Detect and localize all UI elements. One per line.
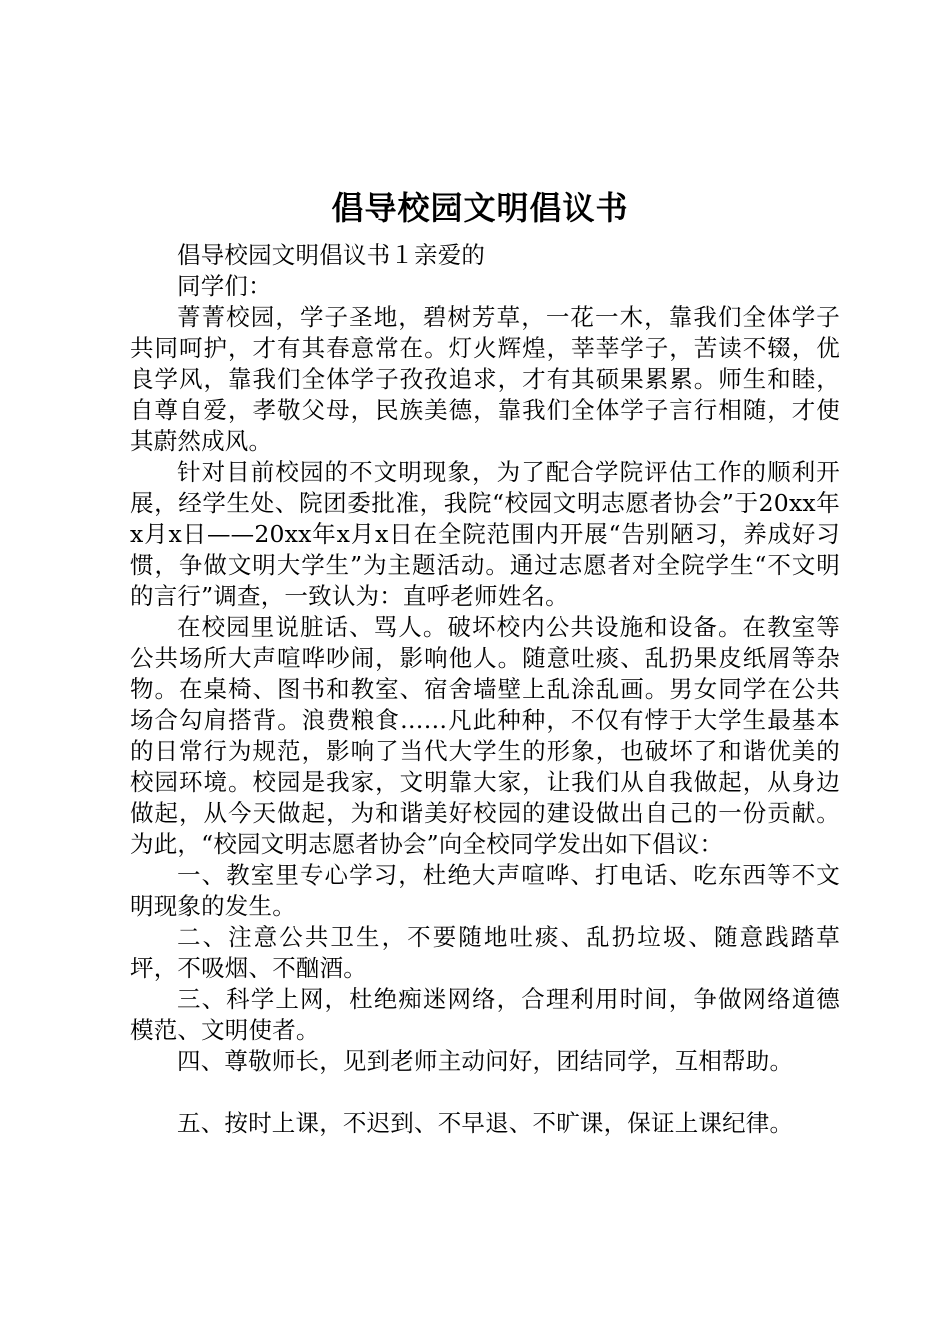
document-title: 倡导校园文明倡议书 bbox=[331, 189, 629, 227]
paragraph-spacer bbox=[130, 1077, 840, 1108]
proposal-item-1: 一、教室里专心学习，杜绝大声喧哗、打电话、吃东西等不文明现象的发生。 bbox=[130, 861, 840, 920]
proposal-item-5: 五、按时上课，不迟到、不早退、不旷课，保证上课纪律。 bbox=[177, 1109, 794, 1137]
proposal-item-3: 三、科学上网，杜绝痴迷网络，合理利用时间，争做网络道德模范、文明使者。 bbox=[130, 985, 840, 1044]
paragraph-behaviors: 在校园里说脏话、骂人。破坏校内公共设施和设备。在教室等公共场所大声喧哗吵闹，影响他人。随意吐痰、乱扔果皮纸屑等杂物。在桌椅、图书和教室、宿舍墙壁上乱涂乱画。男女同学在公共场合勾肩搭背。浪费粮食……凡此种种，不仅有悖于大学生最基本的日常行为规范，影响了当代大学生的形象，也破坏了和谐优美的校园环境。校园是我家，文明靠大家，让我们从自我做起，从身边做起，从今天做起，为和谐美好校园的建设做出自己的一份贡献。为此，“校园文明志愿者协会”向全校同学发出如下倡议： bbox=[130, 613, 840, 858]
proposal-item-4: 四、尊敬师长，见到老师主动问好，团结同学，互相帮助。 bbox=[177, 1047, 794, 1075]
paragraph-campus: 菁菁校园，学子圣地，碧树芳草，一花一木，靠我们全体学子共同呵护，才有其春意常在。灯火辉煌，莘莘学子，苦读不辍，优良学风，靠我们全体学子孜孜追求，才有其硕果累累。师生和睦，自尊自爱，孝敬父母，民族美德，靠我们全体学子言行相随，才使其蔚然成风。 bbox=[130, 303, 840, 455]
paragraph-intro: 倡导校园文明倡议书１亲爱的 bbox=[177, 241, 486, 269]
paragraph-activity: 针对目前校园的不文明现象，为了配合学院评估工作的顺利开展，经学生处、院团委批准，我院“校园文明志愿者协会”于20xx年x月x日——20xx年x月x日在全院范围内开展“告别陋习，养成好习惯，争做文明大学生”为主题活动。通过志愿者对全院学生“不文明的言行”调查，一致认为：直呼老师姓名。 bbox=[130, 458, 840, 610]
proposal-item-2: 二、注意公共卫生，不要随地吐痰、乱扔垃圾、随意践踏草坪，不吸烟、不酗酒。 bbox=[130, 923, 840, 982]
paragraph-salutation: 同学们： bbox=[177, 272, 272, 300]
